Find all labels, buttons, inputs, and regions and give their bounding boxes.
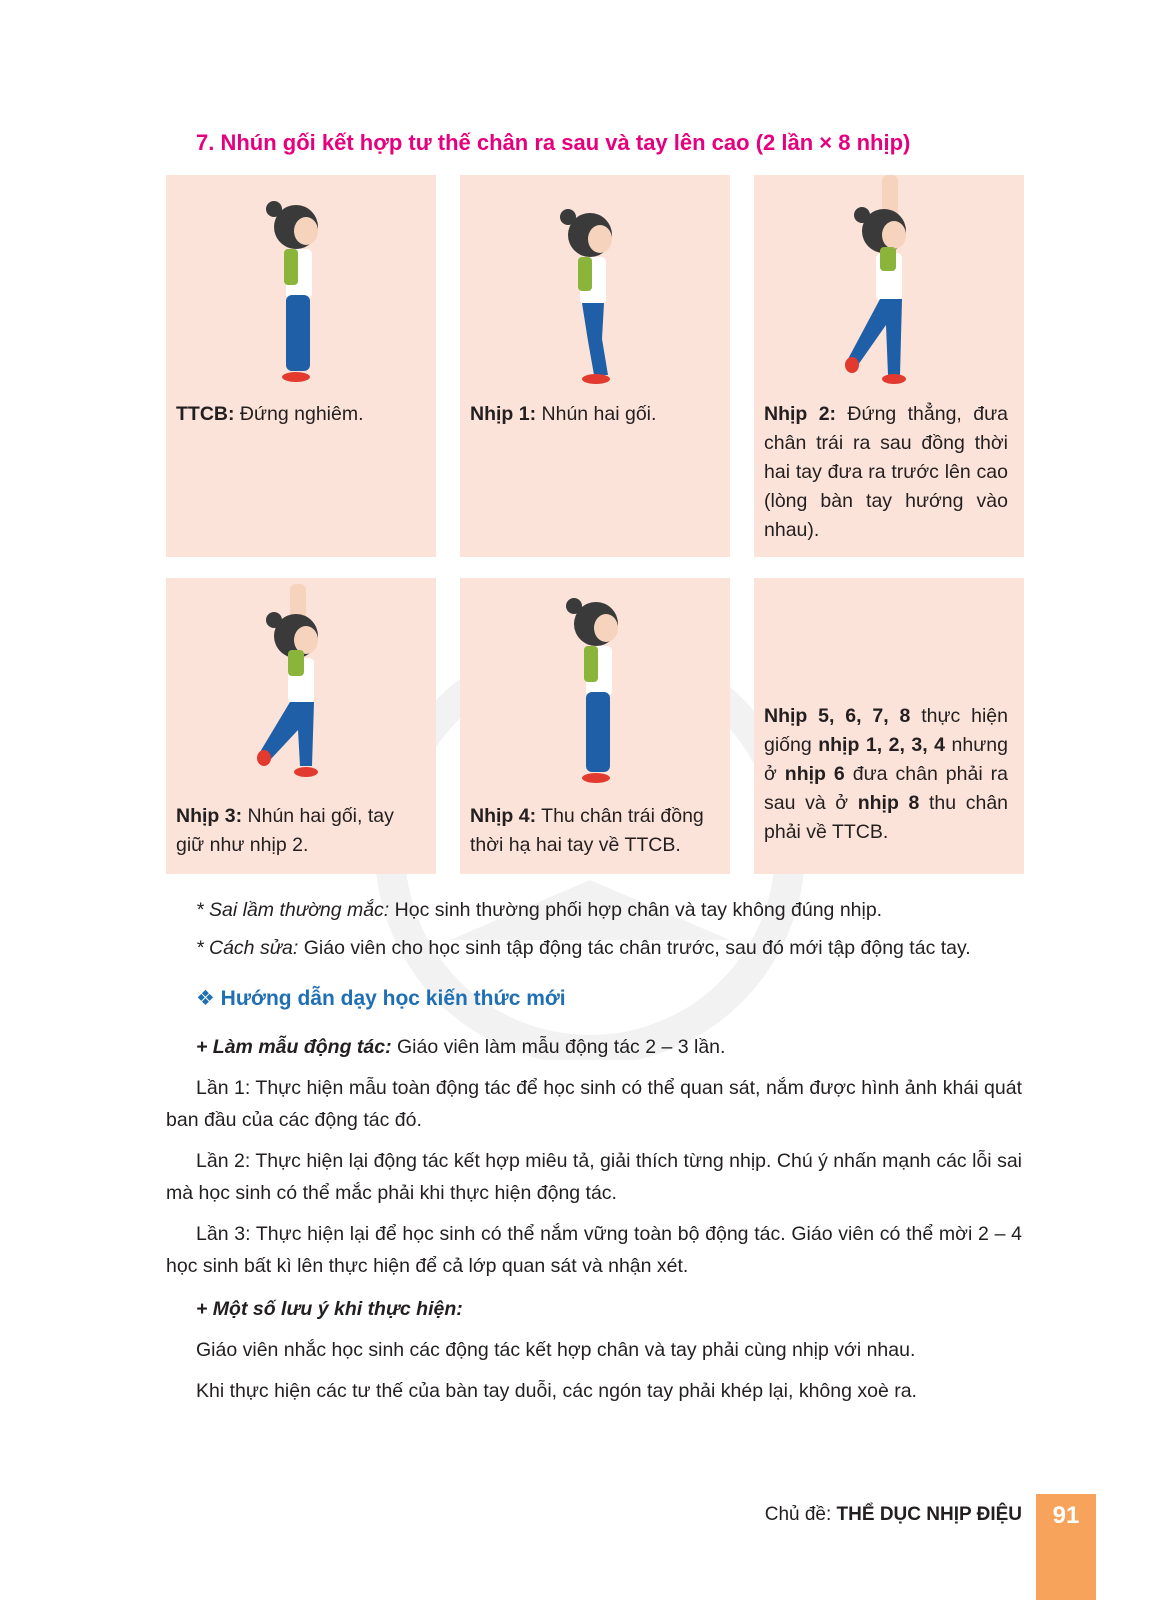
girl-arms-up-leg-back-figure	[844, 175, 954, 390]
guide-heading: ❖ Hướng dẫn dạy học kiến thức mới	[196, 987, 566, 1010]
note-2: Khi thực hiện các tư thế của bàn tay duỗi, các ngón tay phải khép lại, không xoè ra.	[196, 1380, 917, 1402]
page-number: 91	[1052, 1502, 1080, 1529]
notes-heading: + Một số lưu ý khi thực hiện:	[196, 1298, 463, 1320]
panel-nhip-5-8	[754, 578, 1024, 874]
panel-caption: TTCB: Đứng nghiêm.	[176, 403, 364, 425]
note-1: Giáo viên nhắc học sinh các động tác kết hợp chân và tay phải cùng nhịp với nhau.	[196, 1339, 916, 1361]
panel-ttcb	[166, 175, 436, 557]
panel-caption: Nhịp 1: Nhún hai gối.	[470, 403, 657, 425]
girl-standing-figure	[256, 187, 346, 387]
panel-caption: Nhịp 2: Đứng thẳng, đưa chân trái ra sau đồng thời hai tay đưa ra trước lên cao (lòng bàn tay hướng vào nhau).	[764, 403, 1008, 541]
paragraph-lan-1: Lần 1: Thực hiện mẫu toàn động tác để học sinh có thể quan sát, nắm được hình ảnh khái quát ban đầu của các động tác đó.	[166, 1077, 1022, 1131]
section-title: 7. Nhún gối kết hợp tư thế chân ra sau và tay lên cao (2 lần × 8 nhịp)	[196, 130, 911, 155]
fix-note: * Cách sửa: Giáo viên cho học sinh tập động tác chân trước, sau đó mới tập động tác tay.	[196, 937, 971, 959]
demo-line: + Làm mẫu động tác: Giáo viên làm mẫu động tác 2 – 3 lần.	[196, 1036, 726, 1058]
girl-return-standing-figure	[556, 584, 646, 789]
paragraph-lan-3: Lần 3: Thực hiện lại để học sinh có thể nắm vững toàn bộ động tác. Giáo viên có thể mời 2 – 4 học sinh bất kì lên thực hiện để cả lớp quan sát và nhận xét.	[166, 1223, 1022, 1277]
mistake-note: * Sai lầm thường mắc: Học sinh thường phối hợp chân và tay không đúng nhịp.	[196, 899, 883, 921]
footer-topic: Chủ đề: THỂ DỤC NHỊP ĐIỆU	[764, 1504, 1022, 1525]
panel-nhip-4	[460, 578, 730, 874]
panel-caption: Nhịp 5, 6, 7, 8 thực hiện giống nhịp 1, 2, 3, 4 nhưng ở nhịp 6 đưa chân phải ra sau và ở nhịp 8 thu chân phải về TTCB.	[764, 705, 1009, 843]
panel-caption: Nhịp 3: Nhún hai gối, tay giữ như nhịp 2.	[176, 805, 394, 856]
girl-arms-up-knee-bend-figure	[254, 584, 364, 789]
panel-nhip-2	[754, 175, 1024, 557]
panel-caption: Nhịp 4: Thu chân trái đồng thời hạ hai tay về TTCB.	[470, 805, 704, 856]
girl-knee-bend-figure	[550, 199, 640, 389]
paragraph-lan-2: Lần 2: Thực hiện lại động tác kết hợp miêu tả, giải thích từng nhịp. Chú ý nhấn mạnh các lỗi sai mà học sinh có thể mắc phải khi thực hiện động tác.	[166, 1150, 1022, 1204]
panel-nhip-3	[166, 578, 436, 874]
panel-nhip-1	[460, 175, 730, 557]
